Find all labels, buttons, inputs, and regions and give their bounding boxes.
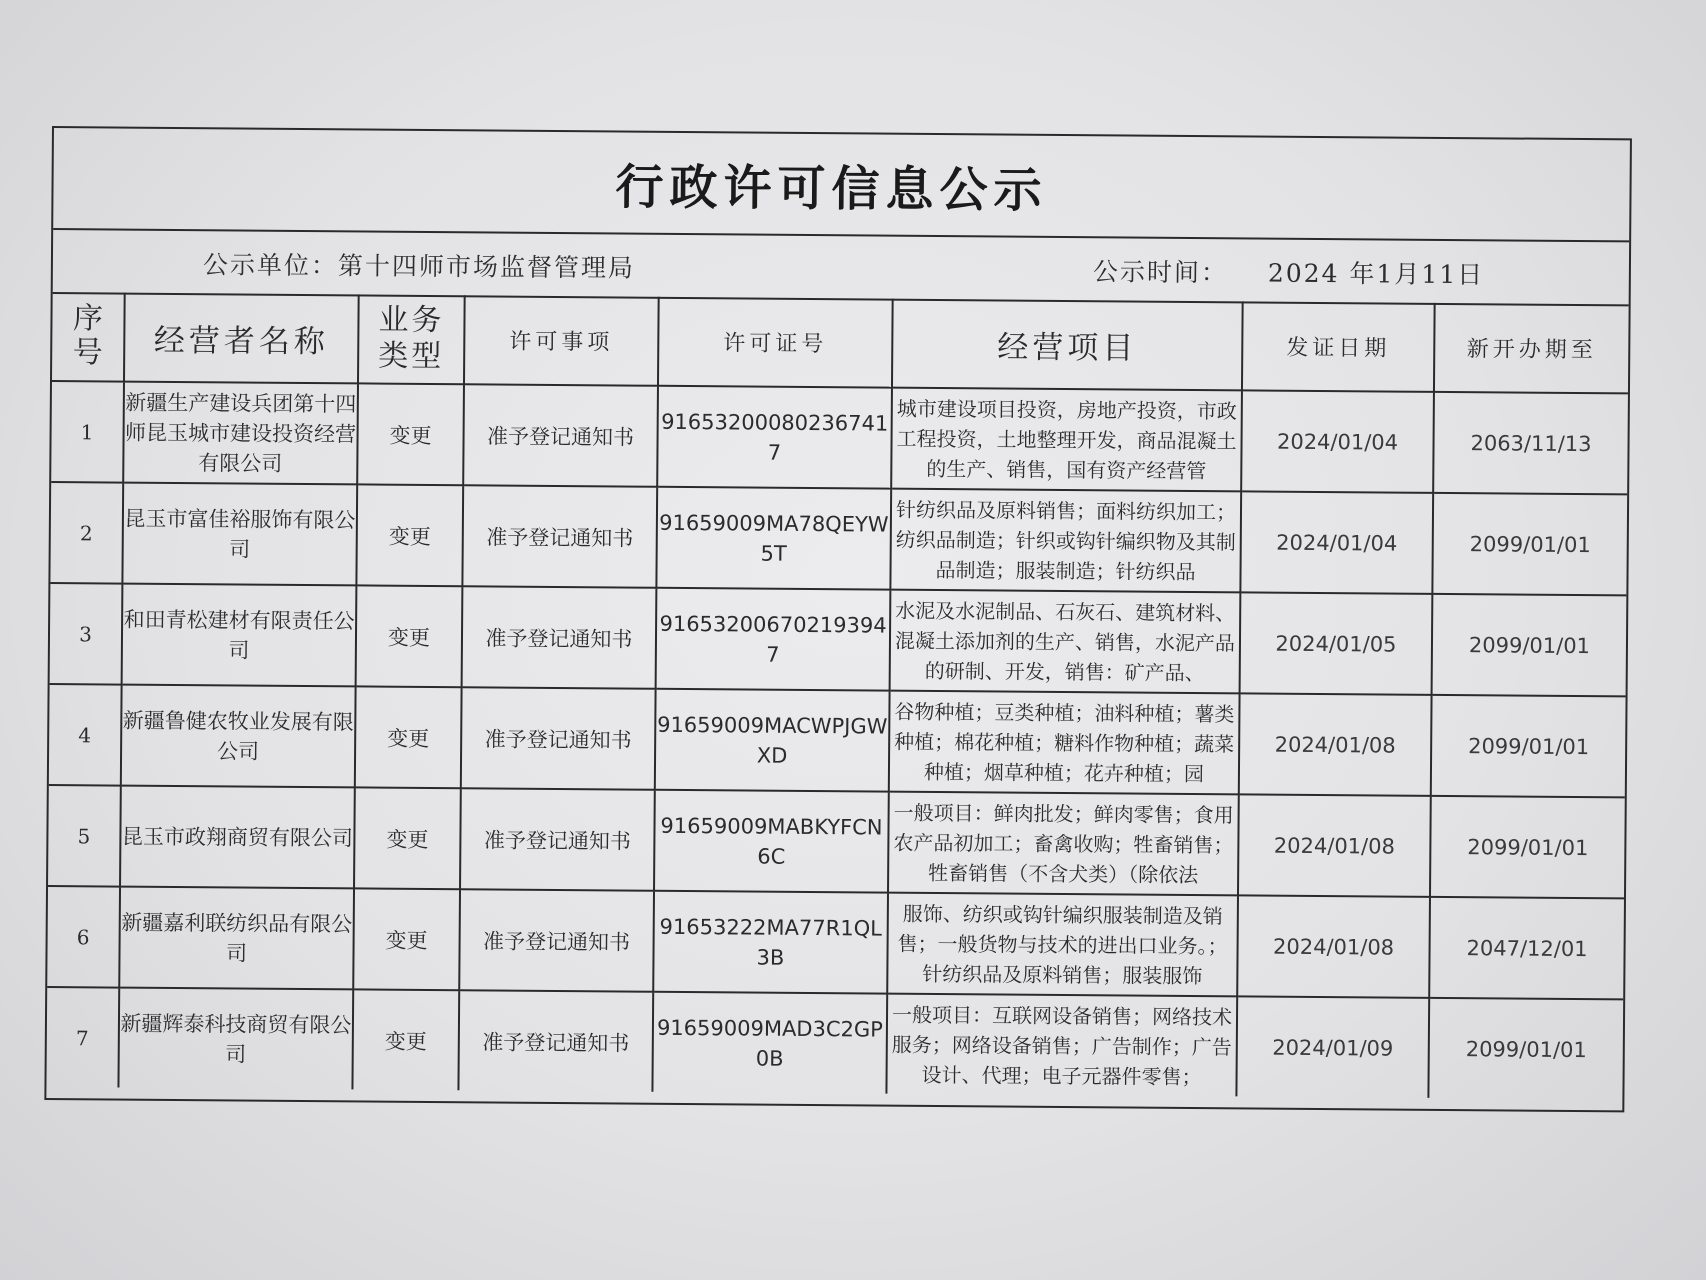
row-license-number: 91659009MAD3C2GP0B (652, 992, 887, 1094)
row-license-number: 91659009MABKYFCN6C (654, 790, 889, 893)
row-issue-date: 2024/01/05 (1240, 592, 1433, 695)
row-seq: 1 (51, 381, 124, 483)
row-valid-until: 2099/01/01 (1432, 594, 1627, 697)
header-item: 许可事项 (464, 295, 659, 386)
time-label: 公示时间： (1092, 257, 1229, 288)
row-valid-until: 2099/01/01 (1430, 796, 1625, 899)
header-scope: 经营项目 (892, 299, 1243, 391)
unit-label: 公示单位： (202, 250, 339, 281)
table-row (48, 785, 1625, 898)
table-row (47, 886, 1624, 999)
publish-time (1093, 252, 1485, 291)
row-business-type: 变更 (353, 888, 460, 990)
row-license-number: 916532006702193947 (656, 588, 891, 691)
row-issue-date: 2024/01/09 (1236, 996, 1429, 1098)
row-business-scope (890, 489, 1241, 593)
row-permit-item: 准予登记通知书 (463, 384, 658, 487)
row-business-scope (888, 792, 1239, 896)
row-issue-date: 2024/01/04 (1241, 390, 1434, 493)
row-business-scope-text: 服饰、纺织或钩针编织服装制造及销售；一般货物与技术的进出口业务。；针纺织品及原料销售；服装服饰 (897, 901, 1228, 988)
header-seq-label: 序号 (72, 301, 104, 371)
row-business-scope-text: 谷物种植；豆类种植；油料种植；薯类种植；棉花种植；糖料作物种植；蔬菜种植；烟草种植；花卉种植；园 (894, 699, 1235, 786)
header-issue-date: 发证日期 (1242, 301, 1435, 392)
row-valid-until: 2099/01/01 (1432, 493, 1627, 596)
header-type-label: 业务类型 (378, 302, 445, 375)
row-license-number: 91659009MACWPJGWXD (655, 689, 890, 792)
row-seq: 5 (48, 785, 121, 887)
row-license-number: 91659009MA78QEYW5T (656, 487, 891, 590)
row-seq: 2 (50, 482, 123, 584)
row-valid-until: 2099/01/01 (1428, 998, 1623, 1100)
unit-value: 第十四师市场监督管理局 (337, 251, 636, 283)
row-operator-name: 新疆鲁健农牧业发展有限公司 (121, 685, 356, 788)
row-valid-until: 2099/01/01 (1431, 695, 1626, 798)
row-valid-until: 2063/11/13 (1433, 392, 1628, 495)
row-business-scope-text: 水泥及水泥制品、石灰石、建筑材料、混凝土添加剂的生产、销售，水泥产品的研制、开发，销售：矿产品、 (894, 598, 1236, 685)
row-operator-name: 昆玉市政翔商贸有限公司 (120, 786, 355, 889)
public-notice-document (44, 126, 1632, 1112)
row-business-scope-text: 一般项目：鲜肉批发；鲜肉零售；食用农产品初加工；畜禽收购；牲畜销售；牲畜销售（不含犬类）（除依法 (893, 800, 1234, 887)
row-permit-item: 准予登记通知书 (458, 990, 653, 1092)
row-valid-until: 2047/12/01 (1429, 897, 1624, 1000)
row-business-type: 变更 (354, 787, 461, 889)
time-value: 2024 年1月11日 (1267, 258, 1485, 290)
row-operator-name: 新疆辉泰科技商贸有限公司 (118, 988, 353, 1090)
row-issue-date: 2024/01/08 (1239, 693, 1432, 796)
header-name: 经营者名称 (124, 293, 359, 384)
row-operator-name: 和田青松建材有限责任公司 (122, 584, 357, 687)
row-seq: 7 (46, 987, 119, 1088)
header-type (358, 294, 465, 384)
document-title: 行政许可信息公示 (615, 158, 1048, 219)
row-business-type: 变更 (352, 989, 459, 1090)
row-issue-date: 2024/01/08 (1237, 895, 1430, 998)
row-business-scope (890, 590, 1241, 694)
table-row (50, 482, 1627, 595)
row-business-scope (886, 994, 1237, 1097)
row-license-number: 91653222MA77R1QL3B (653, 891, 888, 994)
row-seq: 6 (47, 886, 120, 988)
table-row (50, 583, 1627, 696)
row-issue-date: 2024/01/04 (1240, 491, 1433, 594)
row-permit-item: 准予登记通知书 (462, 586, 657, 689)
row-business-scope-text: 一般项目：互联网设备销售；网络技术服务；网络设备销售；广告制作；广告设计、代理；电子元器件零售； (891, 1002, 1233, 1089)
row-permit-item: 准予登记通知书 (461, 687, 656, 790)
header-seq (52, 292, 125, 382)
row-permit-item: 准予登记通知书 (462, 485, 657, 588)
header-valid-until: 新开办期至 (1434, 303, 1629, 394)
row-business-type: 变更 (355, 686, 462, 788)
row-business-type: 变更 (356, 484, 463, 586)
row-business-scope-text: 针纺织品及原料销售；面料纺织加工；纺织品制造；针织或钩针编织物及其制品制造；服装制造；针纺织品 (895, 497, 1237, 584)
row-business-scope-text: 城市建设项目投资，房地产投资，市政工程投资，土地整理开发，商品混凝土的生产、销售，国有资产经营管 (896, 396, 1237, 483)
table-row (46, 987, 1623, 1099)
table-row (49, 684, 1626, 797)
row-permit-item: 准予登记通知书 (460, 788, 655, 891)
row-business-scope (887, 893, 1238, 997)
row-business-scope (891, 388, 1242, 492)
row-business-type: 变更 (356, 585, 463, 687)
row-license-number: 916532000802367417 (657, 386, 892, 489)
publishing-unit (203, 245, 635, 284)
row-operator-name: 新疆嘉利联纺织品有限公司 (119, 887, 354, 990)
table-row (51, 381, 1628, 494)
row-seq: 3 (50, 583, 123, 685)
row-issue-date: 2024/01/08 (1238, 794, 1431, 897)
row-operator-name: 新疆生产建设兵团第十四师昆玉城市建设投资经营有限公司 (123, 382, 358, 485)
row-operator-name: 昆玉市富佳裕服饰有限公司 (122, 483, 357, 586)
license-table (46, 292, 1628, 1099)
header-license: 许可证号 (658, 297, 893, 388)
table-header-row (52, 292, 1629, 393)
row-business-type: 变更 (357, 383, 464, 485)
row-business-scope (889, 691, 1240, 795)
title-row (53, 128, 1630, 242)
row-seq: 4 (49, 684, 122, 786)
row-permit-item: 准予登记通知书 (459, 889, 654, 992)
